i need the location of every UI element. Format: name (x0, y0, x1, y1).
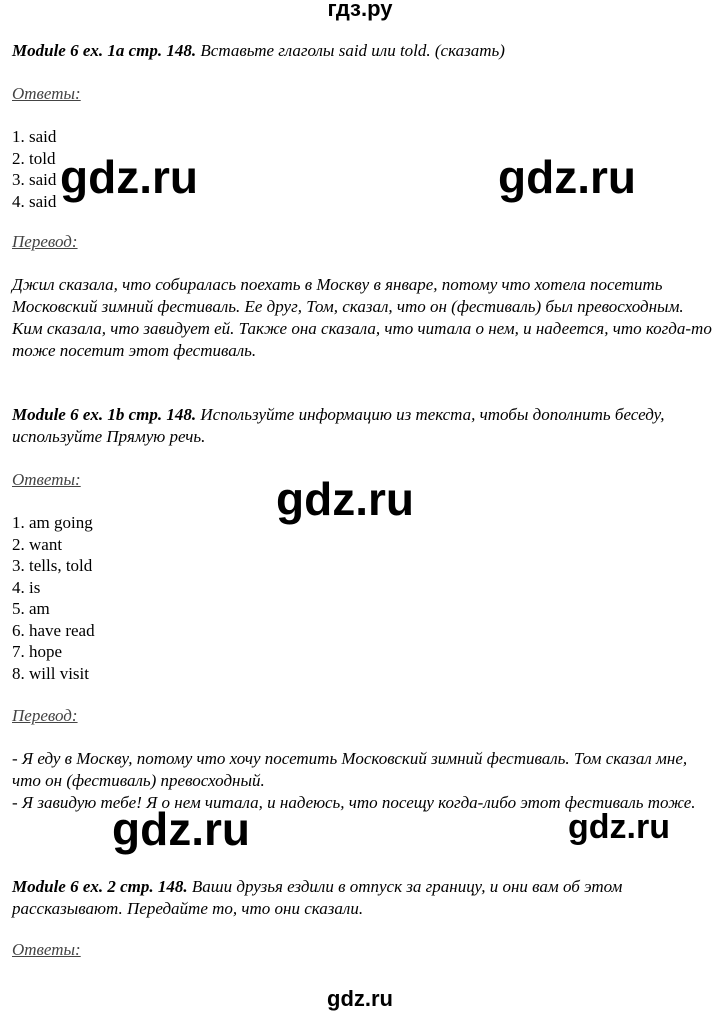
task-instruction: Ваши друзья ездили в отпуск за границу, и они вам об этом рассказывают. Передайте то, что они сказали. (12, 877, 623, 918)
answer-item: 1. am going (12, 513, 93, 532)
task-reference: Module 6 ex. 1b стр. 148. (12, 405, 197, 424)
watermark: gdz.ru (568, 808, 670, 846)
watermark: gdz.ru (60, 151, 198, 203)
task-reference: Module 6 ex. 2 стр. 148. (12, 877, 188, 896)
task-heading (12, 40, 712, 62)
dialogue-line: - Я завидую тебе! Я о нем читала, и надеюсь, что посещу когда-либо этот фестиваль тоже. (12, 793, 696, 812)
task-instruction: Вставьте глаголы said или told. (сказать) (196, 41, 505, 60)
task-reference: Module 6 ex. 1a стр. 148. (12, 41, 197, 60)
answers-list (12, 126, 56, 212)
watermark: gdz.ru (276, 473, 414, 525)
answers-label: Ответы: (12, 470, 81, 489)
task-heading (12, 876, 712, 920)
translation-label: Перевод: (12, 706, 78, 725)
answer-item: 7. hope (12, 642, 63, 661)
task-instruction: Используйте информацию из текста, чтобы дополнить беседу, используйте Прямую речь. (12, 405, 665, 446)
answer-item: 4. said (12, 191, 57, 211)
answer-item: 5. am (12, 599, 50, 618)
translation-text: Джил сказала, что собиралась поехать в Москву в январе, потому что хотела посетить Московский зимний фестиваль. Ее друг, Том, сказал, что он (фестиваль) был превосходным. Ким сказала, что завидует ей. Также она сказала, что читала о нем, и надеется, что когда-то тоже посетит этот фестиваль. (12, 275, 712, 360)
answer-item: 3. tells, told (12, 556, 93, 575)
watermark: gdz.ru (498, 151, 636, 203)
site-footer: gdz.ru (327, 986, 393, 1011)
answer-item: 1. said (12, 127, 57, 146)
answer-item: 4. is (12, 577, 41, 597)
answers-label: Ответы: (12, 940, 81, 959)
site-header: гдз.ру (327, 0, 393, 21)
answer-item: 6. have read (12, 620, 95, 640)
answers-label: Ответы: (12, 84, 81, 103)
dialogue-line: - Я еду в Москву, потому что хочу посетить Московский зимний фестиваль. Том сказал мне, что он (фестиваль) превосходный. (12, 749, 688, 790)
answer-item: 2. told (12, 148, 56, 168)
answer-item: 2. want (12, 534, 63, 554)
task-heading (12, 404, 712, 448)
answer-item: 3. said (12, 170, 57, 189)
answer-item: 8. will visit (12, 663, 89, 683)
answers-list (12, 512, 95, 684)
watermark: gdz.ru (112, 803, 250, 855)
translation-label: Перевод: (12, 232, 78, 251)
